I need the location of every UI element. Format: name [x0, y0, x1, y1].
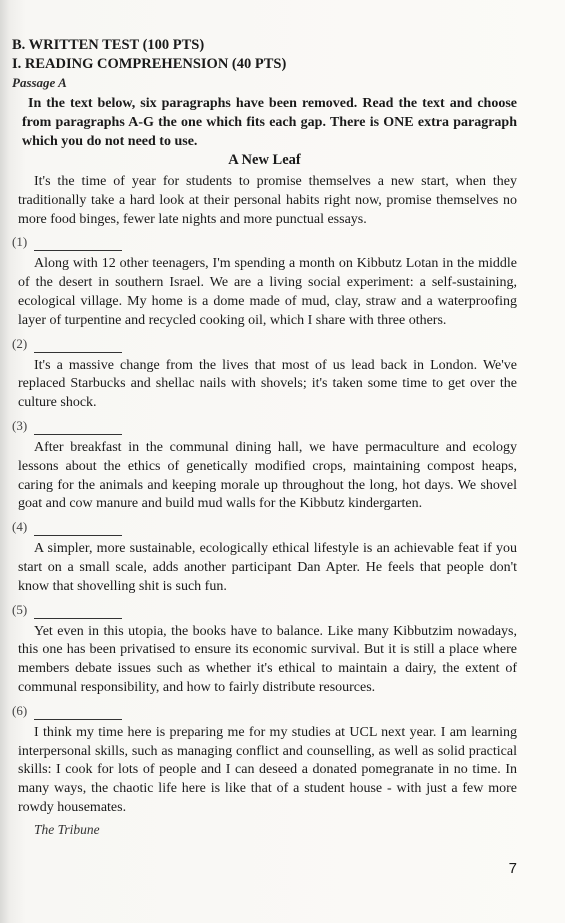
gap-5: [12, 601, 517, 619]
gap-blank-line: [34, 707, 122, 720]
gap-1: [12, 233, 517, 251]
gap-number: (6): [12, 702, 28, 718]
paragraph: A simpler, more sustainable, ecologically ethical lifestyle is an achievable feat if you start on a small scale, adds another participant Dan Apter. He feels that people don't know that shovelling shit is such fun.: [18, 541, 517, 594]
gap-3: [12, 417, 517, 435]
gap-blank-line: [34, 606, 122, 619]
gap-blank-line: [34, 422, 122, 435]
page-content: [12, 36, 517, 838]
article-source: The Tribune: [34, 821, 100, 837]
paragraph: It's the time of year for students to promise themselves a new start, when they traditionally take a hard look at their personal habits right now, promise themselves no more food binges, fewer late nights and more punctual essays.: [18, 174, 517, 227]
section-i-heading: I. READING COMPREHENSION (40 PTS): [12, 56, 287, 72]
paragraph: It's a massive change from the lives that most of us lead back in London. We've replaced Starbucks and shellac nails with shovels; it's taken some time to get over the culture shock.: [18, 357, 517, 411]
gap-blank-line: [34, 340, 122, 353]
gap-number: (2): [12, 335, 28, 351]
gap-number: (5): [12, 601, 28, 617]
section-b-heading: B. WRITTEN TEST (100 PTS): [12, 37, 205, 53]
gap-blank-line: [34, 238, 122, 251]
paragraph: I think my time here is preparing me for my studies at UCL next year. I am learning interpersonal skills, such as managing conflict and counselling, as well as solid practical skills: I cook for lots of people and I can deseed a donated pomegranate in no time. In many ways, the chaotic life here is like that of a student house - with just a few more rowdy housemates.: [18, 724, 517, 815]
gap-4: [12, 518, 517, 536]
instructions: In the text below, six paragraphs have been removed. Read the text and choose from paragraphs A-G the one which fits each gap. There is ONE extra paragraph which you do not need to use.: [22, 96, 517, 149]
gap-blank-line: [34, 523, 122, 536]
gap-number: (1): [12, 234, 28, 250]
gap-6: [12, 702, 517, 720]
paragraph: Along with 12 other teenagers, I'm spending a month on Kibbutz Lotan in the middle of the desert in southern Israel. We are a living social experiment: a self-sustaining, ecological village. My home is a dome made of mud, clay, straw and a waterproofing layer of turpentine and recycled cooking oil, which I share with three others.: [18, 256, 517, 328]
paragraph: Yet even in this utopia, the books have to balance. Like many Kibbutzim nowadays, this one has been privatised to ensure its economic survival. But it is still a place where members debate issues such as whether it's ethical to maintain a dairy, the extent of communal responsibility, and how to fairly distribute resources.: [18, 623, 517, 695]
gap-number: (3): [12, 417, 28, 433]
paragraph: After breakfast in the communal dining hall, we have permaculture and ecology lessons about the ethics of genetically modified crops, maintaining compost heaps, caring for the animals and keeping morale up throughout the long, hot days. We shovel goat and cow manure and build mud walls for the Kibbutz kindergarten.: [18, 439, 517, 512]
gap-2: [12, 335, 517, 353]
passage-label: Passage A: [12, 75, 67, 90]
article-title: A New Leaf: [228, 152, 301, 168]
gap-number: (4): [12, 519, 28, 535]
page-number: 7: [508, 860, 517, 877]
